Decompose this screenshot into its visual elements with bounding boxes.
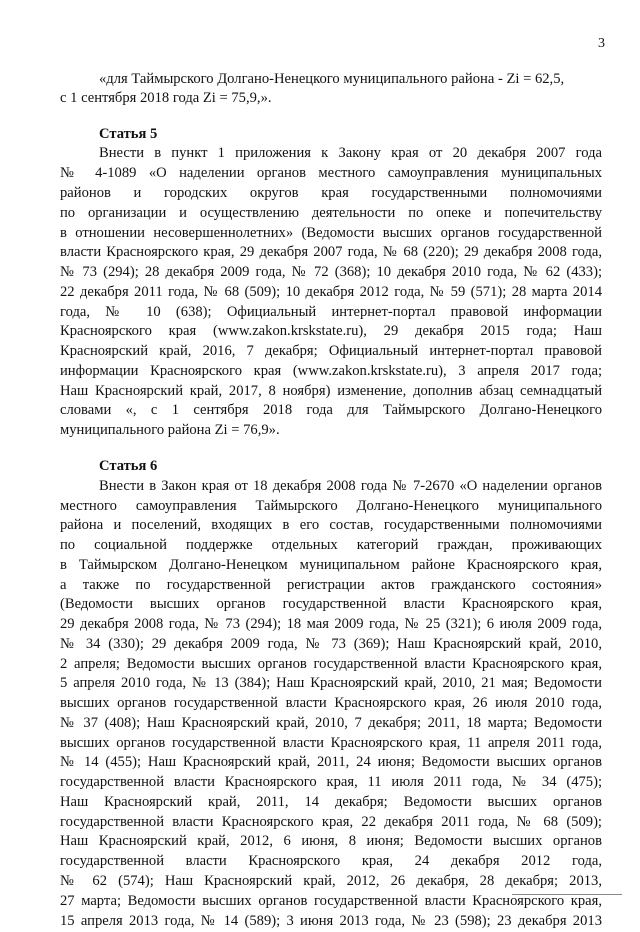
paragraph-line: 27 марта; Ведомости высших органов государственной власти Красноярского края,	[60, 893, 602, 909]
paragraph-line: Внести в пункт 1 приложения к Закону края от 20 декабря 2007 года	[99, 145, 602, 161]
paragraph-line: 5 апреля 2010 года, № 13 (384); Наш Красноярский край, 2010, 21 мая; Ведомости	[60, 675, 602, 691]
paragraph-line: 15 апреля 2013 года, № 14 (589); 3 июня 2013 года, № 23 (598); 23 декабря 2013	[60, 913, 602, 929]
paragraph-line: а также по государственной регистрации актов гражданского состояния»	[60, 577, 602, 593]
paragraph-line: местного самоуправления Таймырского Долгано-Ненецкого муниципального	[60, 498, 602, 514]
paragraph-line: высших органов государственной власти Красноярского края, 11 апреля 2011 года,	[60, 735, 602, 751]
paragraph-line: власти Красноярского края, 29 декабря 2007 года, № 68 (220); 29 декабря 2008 года,	[60, 244, 602, 260]
footer-rule	[512, 894, 622, 895]
paragraph-line: года, № 10 (638); Официальный интернет-портал правовой информации	[60, 304, 602, 320]
paragraph-line: (Ведомости высших органов государственной власти Красноярского края,	[60, 596, 602, 612]
paragraph-line: государственной власти Красноярского края, 11 июля 2011 года, № 34 (475);	[60, 774, 602, 790]
paragraph-line: 22 декабря 2011 года, № 68 (509); 10 декабря 2012 года, № 59 (571); 28 марта 2014	[60, 284, 602, 300]
paragraph-line: № 73 (294); 28 декабря 2009 года, № 72 (368); 10 декабря 2010 года, № 62 (433);	[60, 264, 602, 280]
paragraph-line: районов и городских округов края государственными полномочиями	[60, 185, 602, 201]
paragraph-line: в Таймырском Долгано-Ненецком муниципальном районе Красноярского края,	[60, 557, 602, 573]
paragraph-line: Наш Красноярский край, 2017, 8 ноября) изменение, дополнив абзац семнадцатый	[60, 383, 602, 399]
paragraph-line: № 34 (330); 29 декабря 2009 года, № 73 (369); Наш Красноярский край, 2010,	[60, 636, 602, 652]
paragraph-line: государственной власти Красноярского края, 24 декабря 2012 года,	[60, 853, 602, 869]
paragraph-line: № 37 (408); Наш Красноярский край, 2010, 7 декабря; 2011, 18 марта; Ведомости	[60, 715, 602, 731]
paragraph-line: 29 декабря 2008 года, № 73 (294); 18 мая 2009 года, № 25 (321); 6 июля 2009 года,	[60, 616, 602, 632]
article-5-heading: Статья 5	[99, 126, 158, 142]
paragraph-line: по организации и осуществлению деятельности по опеке и попечительству	[60, 205, 602, 221]
paragraph-line: № 62 (574); Наш Красноярский край, 2012, 26 декабря, 28 декабря; 2013,	[60, 873, 602, 889]
paragraph-line: Красноярского края (www.zakon.krskstate.ru), 29 декабря 2015 года; Наш	[60, 323, 602, 339]
paragraph-line: Наш Красноярский край, 2012, 6 июня, 8 июня; Ведомости высших органов	[60, 833, 602, 849]
paragraph-line: района и поселений, входящих в его состав, государственными полномочиями	[60, 517, 602, 533]
paragraph-line: Красноярский край, 2016, 7 декабря; Официальный интернет-портал правовой	[60, 343, 602, 359]
paragraph-line: государственной власти Красноярского края, 22 декабря 2011 года, № 68 (509);	[60, 814, 602, 830]
paragraph-line: муниципального района Zi = 76,9».	[60, 422, 280, 438]
page-number: 3	[598, 36, 605, 51]
article-6-heading: Статья 6	[99, 458, 158, 474]
paragraph-line: Внести в Закон края от 18 декабря 2008 года № 7-2670 «О наделении органов	[99, 478, 602, 494]
paragraph-line: по социальной поддержке отдельных категорий граждан, проживающих	[60, 537, 602, 553]
text-line: «для Таймырского Долгано-Ненецкого муниципального района - Zi = 62,5,	[99, 71, 565, 87]
paragraph-line: № 4-1089 «О наделении органов местного самоуправления муниципальных	[60, 165, 602, 181]
paragraph-line: Наш Красноярский край, 2011, 14 декабря; Ведомости высших органов	[60, 794, 602, 810]
paragraph-line: информации Красноярского края (www.zakon.krskstate.ru), 3 апреля 2017 года;	[60, 363, 602, 379]
paragraph-line: высших органов государственной власти Красноярского края, 26 июля 2010 года,	[60, 695, 602, 711]
paragraph-line: в отношении несовершеннолетних» (Ведомости высших органов государственной	[60, 225, 602, 241]
text-line: с 1 сентября 2018 года Zi = 75,9,».	[60, 90, 272, 106]
paragraph-line: № 14 (455); Наш Красноярский край, 2011, 24 июня; Ведомости высших органов	[60, 754, 602, 770]
paragraph-line: словами «, с 1 сентября 2018 года для Таймырского Долгано-Ненецкого	[60, 402, 602, 418]
paragraph-line: 2 апреля; Ведомости высших органов государственной власти Красноярского края,	[60, 656, 602, 672]
